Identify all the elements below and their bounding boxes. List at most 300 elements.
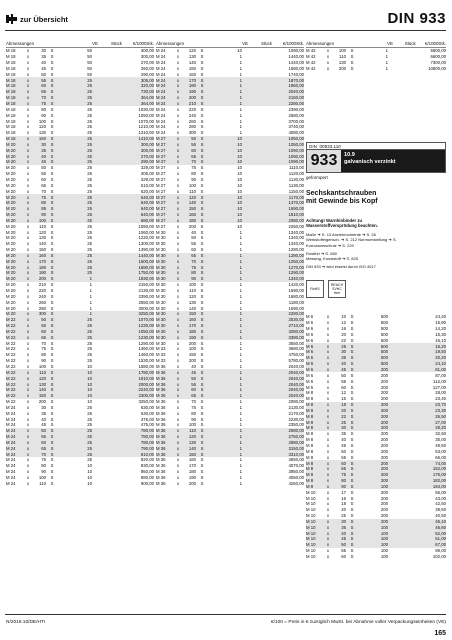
table-cell: 270,00 bbox=[140, 60, 154, 66]
table-row bbox=[6, 463, 154, 469]
table-cell: 50 bbox=[87, 48, 92, 54]
reference-list bbox=[306, 232, 446, 270]
table-cell: x bbox=[26, 346, 30, 352]
table-cell: 500 bbox=[380, 314, 388, 320]
table-cell: 25 bbox=[87, 434, 92, 440]
table-row bbox=[156, 95, 304, 101]
table-cell: 60 bbox=[341, 554, 346, 560]
table-row bbox=[306, 419, 446, 425]
table-row bbox=[156, 381, 304, 387]
table-cell: x bbox=[326, 367, 330, 373]
product-number: 933 bbox=[307, 150, 341, 172]
ref-line[interactable]: DIN 933 ➔ wird ersetzt durch ISO 4017 bbox=[306, 264, 376, 270]
table-cell: 190 bbox=[188, 89, 196, 95]
table-row bbox=[6, 235, 154, 241]
table-cell: S bbox=[350, 542, 354, 548]
table-cell: S bbox=[50, 358, 54, 364]
table-cell: 16 bbox=[341, 396, 346, 402]
header-ve: VE bbox=[387, 41, 394, 46]
table-cell: 10 bbox=[237, 194, 242, 200]
table-cell: 1 bbox=[239, 95, 242, 101]
table-cell: x bbox=[176, 136, 180, 142]
table-cell: 25 bbox=[87, 439, 92, 445]
table-cell: x bbox=[176, 399, 180, 405]
table-cell: x bbox=[176, 358, 180, 364]
table-cell: 10 bbox=[87, 387, 92, 393]
table-row bbox=[156, 434, 304, 440]
table-cell: M 24 bbox=[156, 89, 166, 95]
table-row bbox=[306, 372, 446, 378]
table-cell: 1 bbox=[239, 60, 242, 66]
table-cell: M 20 bbox=[6, 194, 16, 200]
table-cell: M 24 bbox=[6, 416, 16, 422]
table-cell: 3740,00 bbox=[288, 124, 304, 130]
table-cell: 130 bbox=[338, 60, 346, 66]
table-cell: x bbox=[176, 141, 180, 147]
ref-line[interactable]: Rostfrei ➔ S. 680 bbox=[306, 250, 337, 256]
table-cell: 25 bbox=[87, 358, 92, 364]
table-cell: 10 bbox=[87, 363, 92, 369]
table-cell: S bbox=[50, 288, 54, 294]
table-cell: 40 bbox=[191, 229, 196, 235]
table-row bbox=[156, 60, 304, 66]
table-cell: 200 bbox=[338, 65, 346, 71]
table-cell: S bbox=[200, 416, 204, 422]
table-cell: 50 bbox=[87, 71, 92, 77]
table-row bbox=[156, 112, 304, 118]
table-cell: 130 bbox=[38, 381, 46, 387]
table-row bbox=[156, 77, 304, 83]
table-cell: x bbox=[326, 437, 330, 443]
table-cell: 43,00 bbox=[435, 495, 446, 501]
ref-line[interactable]: Werkstoffeigensch. ➔ S. 212 Normumstellung ➔ S. bbox=[306, 237, 397, 243]
table-cell: 500 bbox=[380, 361, 388, 367]
table-cell: 35 bbox=[341, 524, 346, 530]
table-row bbox=[156, 463, 304, 469]
table-cell: M 27 bbox=[156, 136, 166, 142]
table-cell: 2130,00 bbox=[138, 288, 154, 294]
table-cell: 81,00 bbox=[435, 367, 446, 373]
table-cell: x bbox=[176, 387, 180, 393]
table-cell: 1050,00 bbox=[288, 136, 304, 142]
table-row bbox=[6, 358, 154, 364]
table-cell: M 20 bbox=[6, 235, 16, 241]
table-cell: x bbox=[176, 159, 180, 165]
table-cell: S bbox=[350, 54, 354, 60]
table-cell: 2170,00 bbox=[288, 410, 304, 416]
table-cell: 25 bbox=[87, 212, 92, 218]
table-cell: 60 bbox=[41, 328, 46, 334]
table-cell: 1 bbox=[239, 463, 242, 469]
table-cell: 25 bbox=[87, 124, 92, 130]
table-cell: 112,00 bbox=[433, 378, 446, 384]
table-cell: M 24 bbox=[6, 463, 16, 469]
table-cell: S bbox=[200, 317, 204, 323]
table-row bbox=[156, 469, 304, 475]
table-cell: M 20 bbox=[6, 206, 16, 212]
table-cell: 4260,00 bbox=[288, 480, 304, 486]
table-cell: 150 bbox=[188, 311, 196, 317]
table-cell: x bbox=[176, 83, 180, 89]
table-cell: M 24 bbox=[156, 112, 166, 118]
table-column-2 bbox=[156, 40, 304, 486]
table-cell: S bbox=[50, 130, 54, 136]
table-cell: S bbox=[50, 171, 54, 177]
table-cell: S bbox=[50, 188, 54, 194]
table-row bbox=[156, 276, 304, 282]
table-cell: M 27 bbox=[156, 206, 166, 212]
table-cell: 1170,00 bbox=[288, 194, 304, 200]
table-cell: M 18 bbox=[6, 118, 16, 124]
table-cell: 1 bbox=[239, 71, 242, 77]
table-cell: S bbox=[200, 393, 204, 399]
table-cell: 1 bbox=[239, 451, 242, 457]
table-cell: 10 bbox=[237, 147, 242, 153]
table-cell: M 20 bbox=[6, 165, 16, 171]
table-cell: 300,00 bbox=[140, 141, 154, 147]
table-cell: 65 bbox=[41, 445, 46, 451]
table-cell: 100 bbox=[380, 554, 388, 560]
table-cell: x bbox=[26, 293, 30, 299]
table-cell: 120 bbox=[188, 48, 196, 54]
table-cell: M 8 bbox=[306, 466, 314, 472]
table-cell: x bbox=[26, 399, 30, 405]
table-cell: 1 bbox=[239, 101, 242, 107]
table-cell: 75 bbox=[191, 404, 196, 410]
table-row bbox=[6, 317, 154, 323]
table-cell: 1 bbox=[239, 404, 242, 410]
table-cell: M 20 bbox=[6, 252, 16, 258]
table-cell: M 20 bbox=[6, 282, 16, 288]
table-cell: 200 bbox=[380, 407, 388, 413]
table-cell: x bbox=[176, 463, 180, 469]
reach-icon: REACH SVHC free bbox=[328, 280, 346, 298]
table-cell: 130 bbox=[188, 439, 196, 445]
table-cell: S bbox=[50, 147, 54, 153]
table-cell: x bbox=[26, 475, 30, 481]
table-cell: 55 bbox=[191, 241, 196, 247]
table-cell: 80 bbox=[41, 106, 46, 112]
table-cell: 10 bbox=[87, 475, 92, 481]
table-cell: S bbox=[50, 83, 54, 89]
back-link[interactable] bbox=[6, 14, 68, 24]
table-cell: S bbox=[200, 112, 204, 118]
table-cell: S bbox=[350, 413, 354, 419]
table-cell: M 8 bbox=[306, 454, 314, 460]
table-cell: x bbox=[326, 343, 330, 349]
table-cell: 1 bbox=[239, 305, 242, 311]
table-cell: 65 bbox=[191, 252, 196, 258]
table-row bbox=[6, 130, 154, 136]
table-cell: 90 bbox=[191, 416, 196, 422]
table-cell: S bbox=[350, 472, 354, 478]
table-cell: 160 bbox=[38, 252, 46, 258]
table-cell: M 18 bbox=[6, 136, 16, 142]
table-cell: x bbox=[326, 495, 330, 501]
table-cell: 364,00 bbox=[140, 101, 154, 107]
table-cell: 25 bbox=[87, 416, 92, 422]
table-row bbox=[6, 71, 154, 77]
table-cell: 2980,00 bbox=[288, 439, 304, 445]
table-cell: 150 bbox=[188, 451, 196, 457]
table-cell: M 24 bbox=[6, 422, 16, 428]
table-cell: 25 bbox=[87, 352, 92, 358]
table-cell: M 22 bbox=[6, 334, 16, 340]
table-cell: x bbox=[26, 311, 30, 317]
table-cell: S bbox=[50, 387, 54, 393]
table-cell: S bbox=[50, 176, 54, 182]
table-cell: S bbox=[50, 369, 54, 375]
ref-line[interactable]: Messing, Kunststoff ➔ S. 825 bbox=[306, 256, 358, 262]
table-cell: 25 bbox=[341, 513, 346, 519]
table-cell: 100 bbox=[380, 548, 388, 554]
table-cell: M 6 bbox=[306, 331, 314, 337]
table-cell: x bbox=[176, 124, 180, 130]
table-cell: S bbox=[200, 141, 204, 147]
table-cell: 180 bbox=[38, 264, 46, 270]
table-cell: 1 bbox=[239, 241, 242, 247]
table-cell: 55 bbox=[41, 323, 46, 329]
table-row bbox=[306, 513, 446, 519]
table-cell: 45 bbox=[341, 442, 346, 448]
rohs-icon: RoHS bbox=[306, 280, 324, 298]
table-row bbox=[306, 337, 446, 343]
table-cell: S bbox=[350, 478, 354, 484]
table-cell: 56,00 bbox=[435, 489, 446, 495]
table-cell: 1340,00 bbox=[288, 229, 304, 235]
table-row bbox=[6, 434, 154, 440]
table-cell: x bbox=[326, 454, 330, 460]
table-cell: S bbox=[200, 340, 204, 346]
table-cell: x bbox=[176, 428, 180, 434]
table-cell: 1420,00 bbox=[288, 282, 304, 288]
table-cell: S bbox=[200, 422, 204, 428]
table-row bbox=[6, 112, 154, 118]
warning-line-2: Wasserstoffversprödung beachten. bbox=[306, 223, 378, 228]
table-cell: x bbox=[326, 326, 330, 332]
table-cell: 3650,00 bbox=[288, 340, 304, 346]
table-cell: 1070,00 bbox=[138, 118, 154, 124]
table-cell: 80 bbox=[41, 200, 46, 206]
table-cell: x bbox=[326, 542, 330, 548]
table-cell: 1460,00 bbox=[138, 352, 154, 358]
table-cell: 120 bbox=[188, 293, 196, 299]
table-cell: 1 bbox=[239, 264, 242, 270]
table-row bbox=[156, 89, 304, 95]
table-row bbox=[306, 378, 446, 384]
table-cell: 160 bbox=[188, 457, 196, 463]
table-cell: x bbox=[26, 369, 30, 375]
table-row bbox=[6, 264, 154, 270]
table-cell: 1280,00 bbox=[288, 247, 304, 253]
table-cell: 25 bbox=[87, 95, 92, 101]
table-row bbox=[156, 130, 304, 136]
table-cell: 2160,00 bbox=[288, 95, 304, 101]
table-cell: M 18 bbox=[6, 106, 16, 112]
table-cell: 25 bbox=[87, 428, 92, 434]
table-row bbox=[156, 253, 304, 259]
table-cell: 75 bbox=[341, 472, 346, 478]
table-cell: 10 bbox=[237, 48, 242, 54]
table-row bbox=[6, 253, 154, 259]
table-cell: 200 bbox=[188, 480, 196, 486]
table-cell: 1590,00 bbox=[288, 305, 304, 311]
table-row bbox=[156, 340, 304, 346]
table-cell: M 36 bbox=[156, 428, 166, 434]
table-cell: 1 bbox=[385, 54, 388, 60]
table-cell: 90 bbox=[41, 358, 46, 364]
table-cell: 60 bbox=[191, 247, 196, 253]
table-cell: M 20 bbox=[6, 176, 16, 182]
table-row bbox=[306, 489, 446, 495]
table-row bbox=[156, 177, 304, 183]
table-cell: 1 bbox=[89, 305, 92, 311]
table-cell: 1090,00 bbox=[288, 153, 304, 159]
table-row bbox=[156, 217, 304, 223]
table-column-3-bottom bbox=[306, 314, 446, 559]
table-cell: S bbox=[200, 171, 204, 177]
table-cell: 120 bbox=[188, 434, 196, 440]
table-row bbox=[6, 369, 154, 375]
table-cell: 170 bbox=[188, 77, 196, 83]
table-cell: M 20 bbox=[6, 299, 16, 305]
table-row bbox=[156, 194, 304, 200]
table-row bbox=[6, 399, 154, 405]
table-cell: 475,00 bbox=[140, 416, 154, 422]
table-cell: 1130,00 bbox=[288, 182, 304, 188]
table-cell: 3650,00 bbox=[288, 457, 304, 463]
table-cell: M 24 bbox=[156, 60, 166, 66]
table-cell: S bbox=[200, 235, 204, 241]
table-cell: M 24 bbox=[6, 434, 16, 440]
table-cell: S bbox=[50, 159, 54, 165]
table-cell: x bbox=[176, 439, 180, 445]
table-cell: M 6 bbox=[306, 372, 314, 378]
table-cell: S bbox=[350, 320, 354, 326]
table-cell: M 30 bbox=[156, 247, 166, 253]
table-cell: x bbox=[326, 524, 330, 530]
table-cell: 55 bbox=[191, 141, 196, 147]
product-finish: galvanisch verzinkt bbox=[344, 159, 396, 165]
table-cell: 3250,00 bbox=[138, 399, 154, 405]
table-cell: S bbox=[200, 159, 204, 165]
table-cell: 100 bbox=[188, 422, 196, 428]
table-cell: 19,50 bbox=[435, 349, 446, 355]
table-cell: 2040,00 bbox=[288, 89, 304, 95]
table-row bbox=[6, 83, 154, 89]
table-cell: 1 bbox=[239, 480, 242, 486]
table-cell: 25 bbox=[87, 101, 92, 107]
table-cell: M 24 bbox=[156, 71, 166, 77]
table-cell: 10 bbox=[87, 480, 92, 486]
table-cell: x bbox=[26, 54, 30, 60]
table-cell: x bbox=[326, 314, 330, 320]
table-cell: S bbox=[50, 434, 54, 440]
table-cell: x bbox=[326, 536, 330, 542]
ref-line[interactable]: Maße ➔ S. 13 Anziehmomente ➔ S. 26 bbox=[306, 232, 376, 237]
table-cell: 25 bbox=[87, 317, 92, 323]
table-cell: S bbox=[200, 165, 204, 171]
table-cell: S bbox=[50, 212, 54, 218]
table-cell: x bbox=[26, 130, 30, 136]
table-cell: x bbox=[176, 475, 180, 481]
table-cell: 15,90 bbox=[435, 320, 446, 326]
table-row bbox=[6, 194, 154, 200]
table-cell: S bbox=[50, 165, 54, 171]
table-cell: S bbox=[50, 416, 54, 422]
table-cell: S bbox=[50, 60, 54, 66]
table-cell: 20 bbox=[341, 507, 346, 513]
table-cell: 98,00 bbox=[435, 548, 446, 554]
table-cell: 1960,00 bbox=[288, 83, 304, 89]
table-cell: 1 bbox=[239, 270, 242, 276]
table-cell: S bbox=[350, 343, 354, 349]
table-cell: 40 bbox=[191, 363, 196, 369]
product-info-box bbox=[306, 142, 446, 182]
table-cell: S bbox=[50, 264, 54, 270]
table-cell: x bbox=[176, 112, 180, 118]
table-cell: 2040,00 bbox=[288, 369, 304, 375]
table-cell: 194,00 bbox=[432, 483, 446, 489]
table-cell: S bbox=[200, 217, 204, 223]
table-cell: 28,00 bbox=[435, 390, 446, 396]
table-cell: 1 bbox=[239, 258, 242, 264]
table-cell: M 20 bbox=[6, 270, 16, 276]
table-cell: 500 bbox=[380, 331, 388, 337]
table-row bbox=[156, 451, 304, 457]
table-row bbox=[6, 393, 154, 399]
table-cell: 640,00 bbox=[140, 194, 154, 200]
table-cell: S bbox=[50, 340, 54, 346]
table-cell: 140 bbox=[188, 305, 196, 311]
table-cell: 5900,00 bbox=[430, 48, 446, 54]
table-cell: 55 bbox=[341, 548, 346, 554]
table-cell: 50 bbox=[191, 375, 196, 381]
table-cell: M 30 bbox=[156, 229, 166, 235]
table-row bbox=[6, 153, 154, 159]
table-cell: x bbox=[176, 130, 180, 136]
table-cell: M 24 bbox=[156, 48, 166, 54]
table-cell: x bbox=[26, 480, 30, 486]
table-cell: 10 bbox=[237, 188, 242, 194]
table-row bbox=[6, 159, 154, 165]
table-cell: S bbox=[200, 480, 204, 486]
table-cell: x bbox=[26, 83, 30, 89]
table-cell: 25 bbox=[87, 252, 92, 258]
table-cell: S bbox=[50, 451, 54, 457]
table-row bbox=[156, 440, 304, 446]
table-cell: M 30 bbox=[156, 317, 166, 323]
table-cell: M 10 bbox=[306, 518, 316, 524]
table-cell: 150 bbox=[38, 247, 46, 253]
table-cell: 475,00 bbox=[140, 422, 154, 428]
table-row bbox=[156, 358, 304, 364]
table-cell: S bbox=[350, 513, 354, 519]
table-cell: 75 bbox=[41, 101, 46, 107]
table-cell: M 22 bbox=[6, 352, 16, 358]
table-cell: M 36 bbox=[156, 369, 166, 375]
table-cell: S bbox=[350, 384, 354, 390]
table-cell: x bbox=[26, 124, 30, 130]
ref-line[interactable]: Korrosionsschutz ➔ S. 220 bbox=[306, 242, 354, 248]
table-cell: 25 bbox=[87, 404, 92, 410]
table-cell: x bbox=[326, 530, 330, 536]
table-cell: 25 bbox=[87, 229, 92, 235]
table-cell: 25 bbox=[87, 258, 92, 264]
table-cell: M 24 bbox=[156, 101, 166, 107]
table-cell: x bbox=[26, 159, 30, 165]
table-cell: S bbox=[200, 65, 204, 71]
